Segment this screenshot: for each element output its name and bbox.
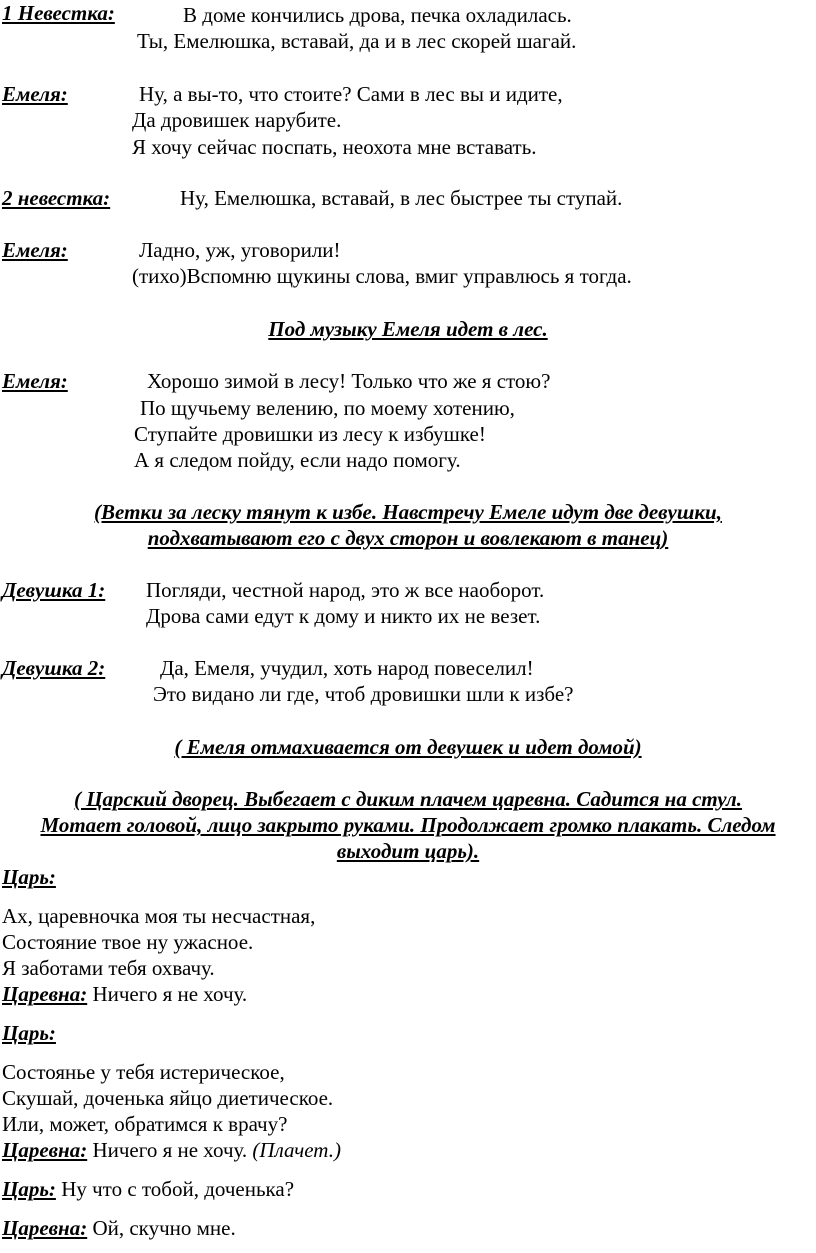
speaker-label: 1 Невестка:	[2, 1, 115, 25]
dialogue-text: Ничего я не хочу.	[92, 1138, 248, 1162]
dialogue-line	[2, 1137, 341, 1163]
dialogue-line: Ну, Емелюшка, вставай, в лес быстрее ты ступай.	[180, 186, 623, 210]
dialogue-text: Ничего я не хочу.	[92, 982, 248, 1006]
dialogue-line: Да, Емеля, учудил, хоть народ повеселил!	[160, 656, 534, 680]
dialogue-line: Я хочу сейчас поспать, неохота мне вставать.	[132, 135, 537, 159]
dialogue-line: По щучьему велению, по моему хотению,	[140, 396, 515, 420]
stage-direction: ( Емеля отмахивается от девушек и идет домой)	[174, 735, 642, 759]
stage-direction: ( Царский дворец. Выбегает с диким плачем царевна. Садится на стул.	[73, 787, 743, 811]
dialogue-line: Я заботами тебя охвачу.	[2, 956, 215, 980]
stage-direction: подхватывают его с двух сторон и вовлекают в танец)	[147, 526, 669, 550]
dialogue-line: Ах, царевночка моя ты несчастная,	[2, 904, 316, 928]
speaker-label-tsar: Царь:	[2, 865, 56, 889]
dialogue-line: Это видано ли где, чтоб дровишки шли к избе?	[153, 682, 574, 706]
speaker-label: Девушка 1:	[2, 578, 106, 602]
dialogue-line: Состоянье у тебя истерическое,	[2, 1060, 285, 1084]
stage-note: (Плачет.)	[252, 1138, 341, 1162]
speaker-label-tsarevna: Царевна:	[2, 1138, 88, 1162]
speaker-label-tsarevna: Царевна:	[2, 1216, 88, 1240]
speaker-label-tsar: Царь:	[2, 1177, 56, 1201]
speaker-label: Девушка 2:	[2, 656, 106, 680]
dialogue-line	[2, 981, 247, 1007]
dialogue-line: А я следом пойду, если надо помогу.	[134, 448, 461, 472]
dialogue-line: Погляди, честной народ, это ж все наоборот.	[146, 578, 545, 602]
stage-direction: (Ветки за леску тянут к избе. Навстречу Емеле идут две девушки,	[94, 500, 722, 524]
speaker-label-tsar: Царь:	[2, 1021, 56, 1045]
dialogue-line: Да дровишек нарубите.	[132, 108, 342, 132]
speaker-label: Емеля:	[2, 238, 68, 262]
dialogue-line: Ты, Емелюшка, вставай, да и в лес скорей шагай.	[137, 29, 577, 53]
speaker-label: Емеля:	[2, 82, 68, 106]
speaker-label: Емеля:	[2, 369, 68, 393]
stage-direction: Под музыку Емеля идет в лес.	[268, 317, 548, 341]
dialogue-text: Ой, скучно мне.	[92, 1216, 236, 1240]
dialogue-line: Дрова сами едут к дому и никто их не везет.	[146, 604, 541, 628]
dialogue-line: Ладно, уж, уговорили!	[139, 238, 341, 262]
speaker-label: 2 невестка:	[2, 186, 111, 210]
dialogue-line	[2, 1176, 294, 1202]
dialogue-line: Ну, а вы-то, что стоите? Сами в лес вы и идите,	[139, 82, 563, 106]
speaker-label-tsarevna: Царевна:	[2, 982, 88, 1006]
dialogue-line: Хорошо зимой в лесу! Только что же я стою?	[147, 369, 551, 393]
dialogue-line	[2, 1215, 236, 1241]
stage-direction: выходит царь).	[336, 839, 480, 863]
dialogue-line: Состояние твое ну ужасное.	[2, 930, 254, 954]
stage-direction: Мотает головой, лицо закрыто руками. Продолжает громко плакать. Следом	[40, 813, 776, 837]
dialogue-text: Ну что с тобой, доченька?	[61, 1177, 295, 1201]
dialogue-line: Или, может, обратимся к врачу?	[2, 1112, 288, 1136]
dialogue-line: Ступайте дровишки из лесу к избушке!	[134, 422, 486, 446]
dialogue-line: Скушай, доченька яйцо диетическое.	[2, 1086, 334, 1110]
dialogue-line: В доме кончились дрова, печка охладилась.	[183, 3, 572, 27]
dialogue-line: (тихо)Вспомню щукины слова, вмиг управлюсь я тогда.	[132, 264, 632, 288]
